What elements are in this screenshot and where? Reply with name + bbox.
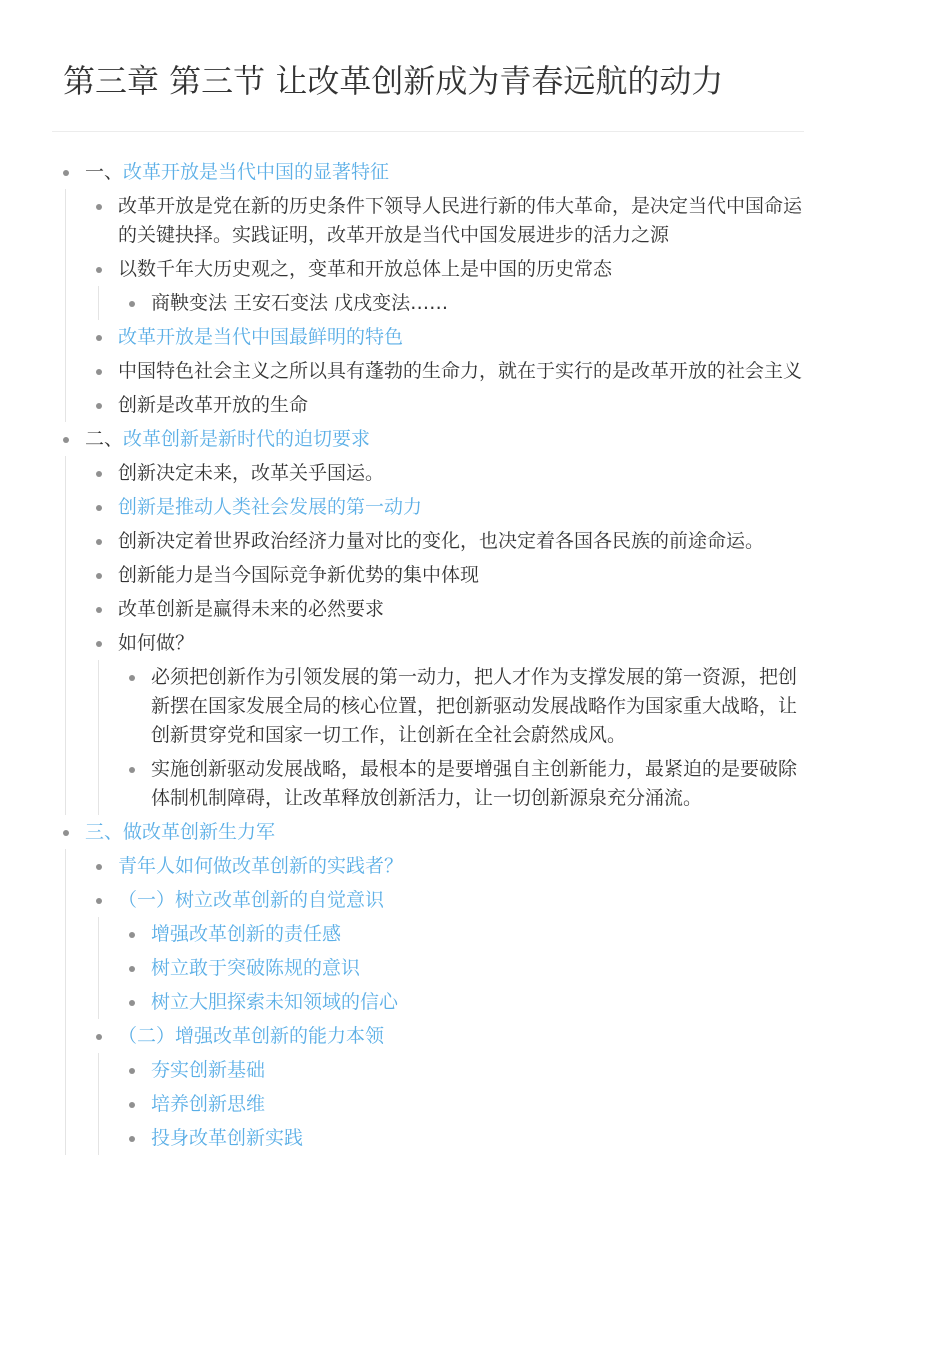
bullet-icon (96, 573, 102, 579)
bullet-icon (63, 437, 69, 443)
title-divider (52, 131, 804, 132)
outline-section (52, 422, 804, 815)
outline-subitem (99, 286, 804, 320)
sub-items (98, 660, 804, 815)
bullet-icon (96, 607, 102, 613)
bullet-icon (96, 864, 102, 870)
outline-item (66, 320, 804, 354)
sub-items (98, 286, 804, 320)
bullet-icon (96, 539, 102, 545)
bullet-icon (96, 335, 102, 341)
outline-item (66, 354, 804, 388)
section-title-link[interactable]: 改革开放是当代中国的显著特征 (123, 160, 390, 183)
bullet-icon (96, 403, 102, 409)
bullet-icon (96, 471, 102, 477)
bullet-icon (96, 267, 102, 273)
outline-subitem (99, 1053, 804, 1087)
bullet-icon (129, 675, 135, 681)
bullet-icon (96, 369, 102, 375)
outline-subitem (99, 1087, 804, 1121)
section-title-link[interactable]: 改革创新是新时代的迫切要求 (123, 427, 371, 450)
item-text: 如何做？ (118, 631, 195, 654)
outline-item (66, 626, 804, 815)
item-text: 以数千年大历史观之，变革和开放总体上是中国的历史常态 (118, 257, 613, 280)
item-text: 创新决定未来，改革关乎国运。 (118, 461, 385, 484)
outline-item (66, 252, 804, 320)
item-text: 创新能力是当今国际竞争新优势的集中体现 (118, 563, 480, 586)
item-link[interactable]: 改革开放是当代中国最鲜明的特色 (118, 325, 404, 348)
item-text: 创新是改革开放的生命 (118, 393, 309, 416)
outline-item (66, 1019, 804, 1155)
item-link[interactable]: （二）增强改革创新的能力本领 (118, 1024, 385, 1047)
outline (52, 155, 804, 1155)
bullet-icon (96, 204, 102, 210)
outline-item (66, 388, 804, 422)
item-link[interactable]: （一）树立改革创新的自觉意识 (118, 888, 385, 911)
bullet-icon (129, 1000, 135, 1006)
item-text: 改革开放是党在新的历史条件下领导人民进行新的伟大革命，是决定当代中国命运的关键抉择。实践证明，改革开放是当代中国发展进步的活力之源 (118, 194, 803, 246)
outline-item (66, 456, 804, 490)
bullet-icon (129, 966, 135, 972)
bullet-icon (129, 301, 135, 307)
bullet-icon (63, 170, 69, 176)
bullet-icon (96, 641, 102, 647)
outline-subitem (99, 1121, 804, 1155)
section-items (65, 189, 804, 422)
subitem-link[interactable]: 投身改革创新实践 (151, 1126, 304, 1149)
bullet-icon (129, 1102, 135, 1108)
subitem-link[interactable]: 夯实创新基础 (151, 1058, 266, 1081)
subitem-text: 商鞅变法 王安石变法 戊戌变法…… (151, 291, 449, 314)
outline-subitem (99, 660, 804, 752)
item-text: 中国特色社会主义之所以具有蓬勃的生命力，就在于实行的是改革开放的社会主义 (118, 359, 803, 382)
section-items (65, 456, 804, 815)
bullet-icon (129, 932, 135, 938)
sub-items (98, 917, 804, 1019)
item-text: 创新决定着世界政治经济力量对比的变化，也决定着各国各民族的前途命运。 (118, 529, 765, 552)
subitem-link[interactable]: 增强改革创新的责任感 (151, 922, 342, 945)
outline-subitem (99, 951, 804, 985)
outline-item (66, 592, 804, 626)
section-heading (52, 422, 804, 456)
outline-item (66, 490, 804, 524)
bullet-icon (63, 830, 69, 836)
section-number: 一、 (85, 160, 124, 183)
outline-subitem (99, 752, 804, 815)
bullet-icon (96, 1034, 102, 1040)
bullet-icon (129, 1136, 135, 1142)
bullet-icon (129, 767, 135, 773)
outline-subitem (99, 917, 804, 951)
outline-item (66, 849, 804, 883)
outline-section (52, 815, 804, 1155)
section-heading (52, 155, 804, 189)
section-heading (52, 815, 804, 849)
bullet-icon (96, 898, 102, 904)
section-title-link[interactable]: 三、做改革创新生力军 (85, 820, 276, 843)
bullet-icon (96, 505, 102, 511)
subitem-text: 实施创新驱动发展战略，最根本的是要增强自主创新能力，最紧迫的是要破除体制机制障碍，让改革释放创新活力，让一切创新源泉充分涌流。 (151, 757, 798, 809)
item-link[interactable]: 创新是推动人类社会发展的第一动力 (118, 495, 423, 518)
page-title: 第三章 第三节 让改革创新成为青春远航的动力 (63, 62, 724, 100)
subitem-text: 必须把创新作为引领发展的第一动力，把人才作为支撑发展的第一资源，把创新摆在国家发展全局的核心位置，把创新驱动发展战略作为国家重大战略，让创新贯穿党和国家一切工作，让创新在全社会蔚然成风。 (151, 665, 798, 746)
outline-item (66, 558, 804, 592)
outline-item (66, 524, 804, 558)
subitem-link[interactable]: 树立大胆探索未知领域的信心 (151, 990, 399, 1013)
item-text: 改革创新是赢得未来的必然要求 (118, 597, 385, 620)
outline-section (52, 155, 804, 422)
outline-subitem (99, 985, 804, 1019)
section-number: 二、 (85, 427, 124, 450)
item-link[interactable]: 青年人如何做改革创新的实践者？ (118, 854, 404, 877)
section-items (65, 849, 804, 1155)
bullet-icon (129, 1068, 135, 1074)
outline-item (66, 883, 804, 1019)
sub-items (98, 1053, 804, 1155)
outline-list (52, 155, 804, 1155)
subitem-link[interactable]: 培养创新思维 (151, 1092, 266, 1115)
subitem-link[interactable]: 树立敢于突破陈规的意识 (151, 956, 361, 979)
outline-item (66, 189, 804, 252)
